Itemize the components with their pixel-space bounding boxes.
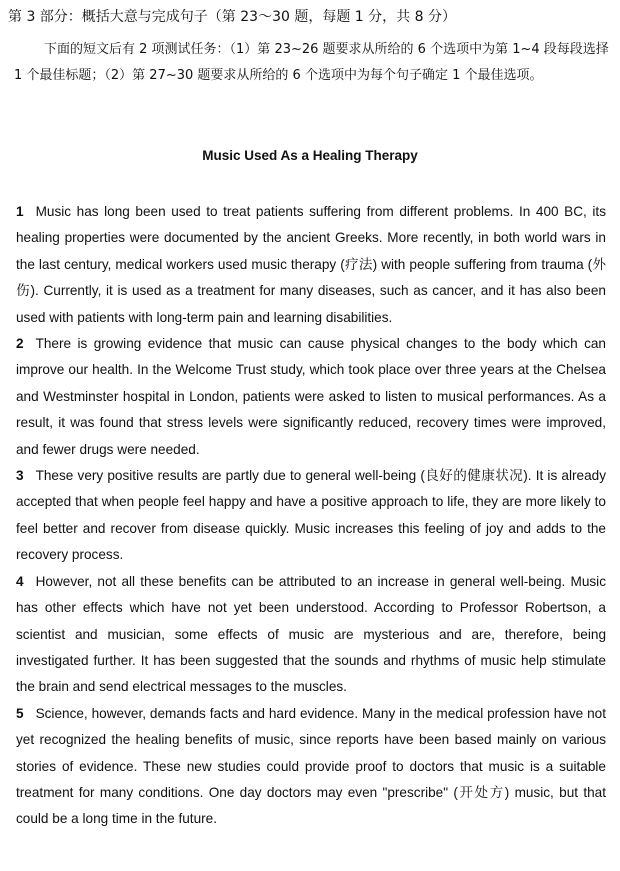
paragraph-number: 3 — [16, 468, 24, 484]
paragraph-text: Music has long been used to treat patients suffering from different problems. In 400 BC, its healing properties were documented by the ancient Greeks. More recently, in both world wars in the last century, medical workers used music therapy (疗法) with people suffering from trauma (外伤). Currently, it is used as a treatment for many diseases, such as cancer, and it has also been used with patients with long-term pain and learning disabilities. — [16, 204, 606, 325]
paragraph-number: 4 — [16, 573, 24, 589]
section-instructions: 下面的短文后有 2 项测试任务：（1）第 23~26 题要求从所给的 6 个选项中为第 1~4 段每段选择 1 个最佳标题；（2）第 27~30 题要求从所给的 6 个选项中为每个句子确定 1 个最佳选项。 — [14, 42, 609, 83]
paragraph-4 — [16, 569, 606, 701]
article-title: Music Used As a Healing Therapy — [202, 148, 418, 163]
paragraph-text: There is growing evidence that music can cause physical changes to the body which can improve our health. In the Welcome Trust study, which took place over three years at the Chelsea and Westminster hospital in London, patients were asked to listen to musical performances. As a result, it was found that stress levels were significantly reduced, recovery times were improved, and fewer drugs were needed. — [16, 336, 606, 457]
paragraph-5 — [16, 701, 606, 833]
paragraph-text: Science, however, demands facts and hard evidence. Many in the medical profession have not yet recognized the healing benefits of music, since reports have been based mainly on various stories of evidence. These new studies could provide proof to doctors that music is a suitable treatment for many conditions. One day doctors may even "prescribe" (开处方) music, but that could be a long time in the future. — [16, 705, 606, 827]
paragraph-number: 2 — [16, 336, 24, 352]
section-header: 第 3 部分：概括大意与完成句子（第 23～30 题，每题 1 分，共 8 分） — [8, 9, 456, 25]
paragraph-number: 5 — [16, 705, 24, 721]
paragraph-3 — [16, 463, 606, 569]
paragraph-text: These very positive results are partly due to general well-being (良好的健康状况). It is already accepted that when people feel happy and have a positive approach to life, they are more likely to feel better and recover from disease quickly. Music increases this feeling of joy and adds to the recovery process. — [16, 468, 606, 563]
paragraph-text: However, not all these benefits can be attributed to an increase in general well-being. Music has other effects which have not yet been understood. According to Professor Robertson, a scientist and musician, some effects of music are mysterious and are, therefore, being investigated further. It has been suggested that the sounds and rhythms of music help stimulate the brain and send electrical messages to the muscles. — [16, 573, 606, 695]
paragraph-number: 1 — [16, 204, 24, 219]
paragraph-1 — [16, 199, 606, 331]
article-body — [16, 199, 606, 833]
paragraph-2 — [16, 331, 606, 463]
